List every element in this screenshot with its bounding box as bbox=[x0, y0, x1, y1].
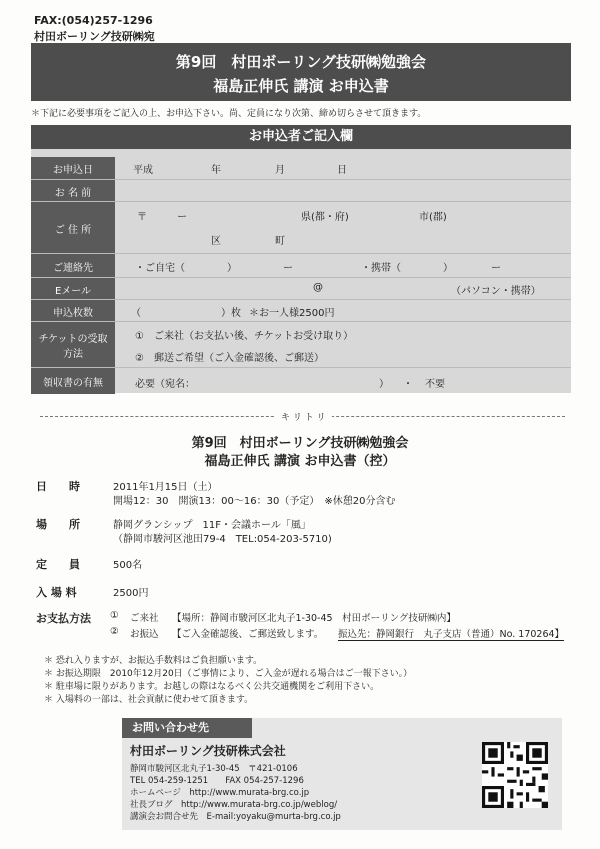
event-date: 2011年1月15日（土） bbox=[113, 482, 218, 493]
form-header: お申込者ご記入欄 bbox=[31, 125, 571, 149]
mobile-dash: ー bbox=[491, 263, 501, 274]
cut-line bbox=[0, 410, 600, 422]
label-payment: お支払方法 bbox=[36, 612, 91, 625]
pay1-num: ① bbox=[110, 610, 119, 621]
label-receipt: 領収書の有無 bbox=[31, 368, 115, 394]
cut-label: キ リ ト リ bbox=[275, 410, 332, 423]
contact-blog[interactable]: 社長ブログ http://www.murata-brg.co.jp/weblog/ bbox=[130, 800, 338, 810]
date-month: 月 bbox=[275, 165, 285, 176]
label-address: ご 住 所 bbox=[31, 202, 115, 254]
contact-address: 静岡市駿河区北丸子1-30-45 〒421-0106 bbox=[130, 764, 298, 774]
label-capacity: 定 員 bbox=[36, 558, 80, 571]
date-era: 平成 bbox=[133, 165, 153, 176]
label-date: お申込日 bbox=[31, 157, 115, 179]
pickup-option-2[interactable]: ② 郵送ご希望（ご入金確認後、ご郵送） bbox=[135, 353, 324, 364]
contact-phone: TEL 054-259-1251 FAX 054-257-1296 bbox=[130, 776, 304, 786]
label-pickup: チケットの受取方法 bbox=[31, 322, 115, 368]
label-event-date: 日 時 bbox=[36, 480, 80, 493]
count-close: ）枚 bbox=[221, 308, 241, 319]
pickup-option-1[interactable]: ① ご来社（お支払い後、チケットお受け取り） bbox=[135, 331, 354, 342]
application-form bbox=[31, 125, 571, 393]
mobile-close: ） bbox=[443, 263, 453, 274]
pay2-name: お振込 bbox=[130, 629, 159, 640]
email-at: @ bbox=[313, 282, 323, 293]
row-receipt[interactable] bbox=[31, 367, 571, 394]
contact-box bbox=[122, 718, 562, 830]
note-2: ＊ お振込期限 2010年12月20日（ご事情により、ご入金が遅れる場合はご一報下さい。） bbox=[44, 669, 413, 679]
home-dash: ー bbox=[283, 263, 293, 274]
address-town: 町 bbox=[275, 236, 285, 247]
label-venue: 場 所 bbox=[36, 518, 80, 531]
copy-title-2: 福島正伸氏 講演 お申込書（控） bbox=[204, 454, 396, 469]
row-contact[interactable] bbox=[31, 253, 571, 278]
contact-homepage[interactable]: ホームページ http://www.murata-brg.co.jp bbox=[130, 788, 310, 798]
count-open: （ bbox=[131, 308, 141, 319]
receipt-need[interactable]: 必要（宛名： bbox=[135, 379, 195, 390]
title-banner bbox=[31, 43, 571, 101]
venue-address: （静岡市駿河区池田79-4 TEL:054-203-5710) bbox=[113, 534, 332, 545]
capacity: 500名 bbox=[113, 560, 143, 571]
copy-title-1: 第9回 村田ボーリング技研㈱勉強会 bbox=[191, 436, 409, 451]
row-date[interactable] bbox=[31, 157, 571, 179]
title-line-1: 第9回 村田ボーリング技研㈱勉強会 bbox=[175, 53, 427, 71]
address-pref: 県(都・府) bbox=[301, 212, 349, 223]
pay1-name: ご来社 bbox=[130, 613, 159, 624]
label-count: 申込枚数 bbox=[31, 300, 115, 322]
note-4: ＊ 入場料の一部は、社会貢献に使わせて頂きます。 bbox=[44, 695, 254, 705]
address-ward: 区 bbox=[211, 236, 221, 247]
receipt-close: ） bbox=[379, 379, 389, 390]
pay1-detail: 【場所：静岡市駿河区北丸子1-30-45 村田ボーリング技研㈱内】 bbox=[172, 613, 456, 624]
pay2-num: ② bbox=[110, 626, 119, 637]
title-line-2: 福島正伸氏 講演 お申込書 bbox=[213, 77, 389, 95]
address-city: 市(郡) bbox=[419, 212, 447, 223]
label-email: Eメール bbox=[31, 278, 115, 300]
receipt-dot: ・ bbox=[403, 379, 413, 390]
qr-code-icon[interactable] bbox=[482, 742, 548, 808]
contact-header: お問い合わせ先 bbox=[122, 718, 252, 738]
company-name: 村田ボーリング技研株式会社 bbox=[130, 744, 286, 758]
row-email[interactable] bbox=[31, 277, 571, 300]
recipient: 村田ボーリング技研㈱宛 bbox=[34, 30, 155, 43]
label-fee: 入 場 料 bbox=[36, 586, 77, 599]
label-contact: ご連絡先 bbox=[31, 254, 115, 278]
count-price: ＊お一人様2500円 bbox=[249, 308, 335, 319]
row-count[interactable] bbox=[31, 299, 571, 322]
event-time: 開場12：30 開演13：00〜16：30（予定） ※休憩20分含む bbox=[113, 496, 396, 507]
date-day: 日 bbox=[337, 165, 347, 176]
date-year: 年 bbox=[211, 165, 221, 176]
label-name: お 名 前 bbox=[31, 180, 115, 202]
row-name[interactable] bbox=[31, 179, 571, 202]
home-phone: ・ご自宅（ bbox=[135, 263, 185, 274]
postal-mark: 〒 bbox=[137, 212, 147, 223]
email-type: （パソコン・携帯） bbox=[451, 286, 541, 297]
postal-dash: ー bbox=[177, 212, 187, 223]
instruction-note: ＊下記に必要事項をご記入の上、お申込下さい。尚、定員になり次第、締め切らさせて頂きます。 bbox=[31, 109, 427, 119]
row-pickup[interactable] bbox=[31, 321, 571, 368]
venue-name: 静岡グランシップ 11F・会議ホール「風」 bbox=[113, 520, 311, 531]
home-close: ） bbox=[227, 263, 237, 274]
note-3: ＊ 駐車場に限りがあります。お越しの際はなるべく公共交通機関をご利用下さい。 bbox=[44, 682, 380, 692]
receipt-noneed[interactable]: 不要 bbox=[425, 379, 445, 390]
contact-email[interactable]: 講演会お問合せ先 E-mail:yoyaku@murta-brg.co.jp bbox=[130, 812, 341, 822]
row-address[interactable] bbox=[31, 201, 571, 254]
pay2-bank: 振込先：静岡銀行 丸子支店（普通）No. 170264】 bbox=[338, 626, 564, 641]
note-1: ＊ 恐れ入りますが、お振込手数料はご負担願います。 bbox=[44, 656, 263, 666]
pay2-detail: 【ご入金確認後、ご郵送致します。 bbox=[172, 629, 324, 640]
fee: 2500円 bbox=[113, 588, 149, 599]
mobile-phone: ・携帯（ bbox=[361, 263, 401, 274]
fax-number: FAX:(054)257-1296 bbox=[34, 14, 153, 27]
